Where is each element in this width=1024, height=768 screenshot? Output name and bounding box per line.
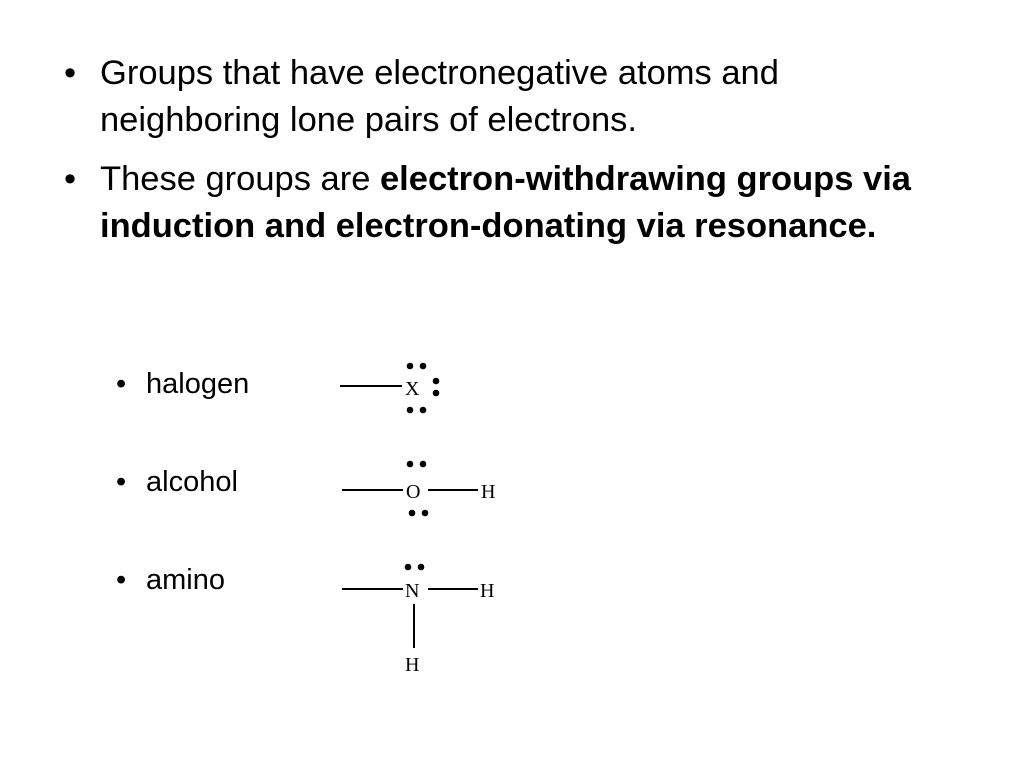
alcohol-structure	[342, 461, 495, 517]
bullet-marker: •	[116, 466, 127, 498]
lone-pair-dot	[407, 363, 414, 370]
bullet-text-plain: These groups are	[100, 160, 380, 198]
bullet-marker: •	[64, 54, 77, 92]
lone-pair-dot	[420, 461, 427, 468]
group-label: halogen	[146, 368, 250, 400]
group-label: alcohol	[146, 466, 238, 498]
atom-n: N	[405, 580, 420, 602]
halogen-structure	[340, 363, 439, 414]
list-item-halogen	[116, 366, 249, 402]
lone-pair-dot	[420, 407, 427, 414]
lone-pair-dot	[407, 407, 414, 414]
lone-pair-dot	[422, 510, 429, 517]
lone-pair-dot	[420, 363, 427, 370]
atom-h: H	[481, 481, 496, 503]
lone-pair-dot	[409, 510, 416, 517]
atom-h-lower: H	[405, 654, 420, 676]
group-label: amino	[146, 564, 225, 596]
bullet-text: Groups that have electronegative atoms and neighboring lone pairs of electrons.	[100, 54, 779, 139]
bullet-groups-effects	[64, 156, 964, 250]
bullet-marker: •	[116, 564, 127, 596]
list-item-amino	[116, 562, 225, 598]
lone-pair-dot	[433, 390, 440, 397]
bullet-groups-description	[64, 50, 964, 144]
list-item-alcohol	[116, 464, 238, 500]
lone-pair-dot	[433, 378, 440, 385]
bullet-marker: •	[64, 160, 77, 198]
atom-x: X	[405, 378, 420, 400]
amino-structure	[342, 564, 494, 676]
lone-pair-dot	[405, 564, 412, 571]
bullet-text	[100, 156, 964, 250]
atom-h: H	[480, 580, 495, 602]
atom-o: O	[406, 481, 421, 503]
bullet-marker: •	[116, 368, 127, 400]
bullet-text-bold: electron-withdrawing groups via induction and electron-donating via resonance.	[100, 160, 911, 245]
lone-pair-dot	[418, 564, 425, 571]
lone-pair-dot	[407, 461, 414, 468]
